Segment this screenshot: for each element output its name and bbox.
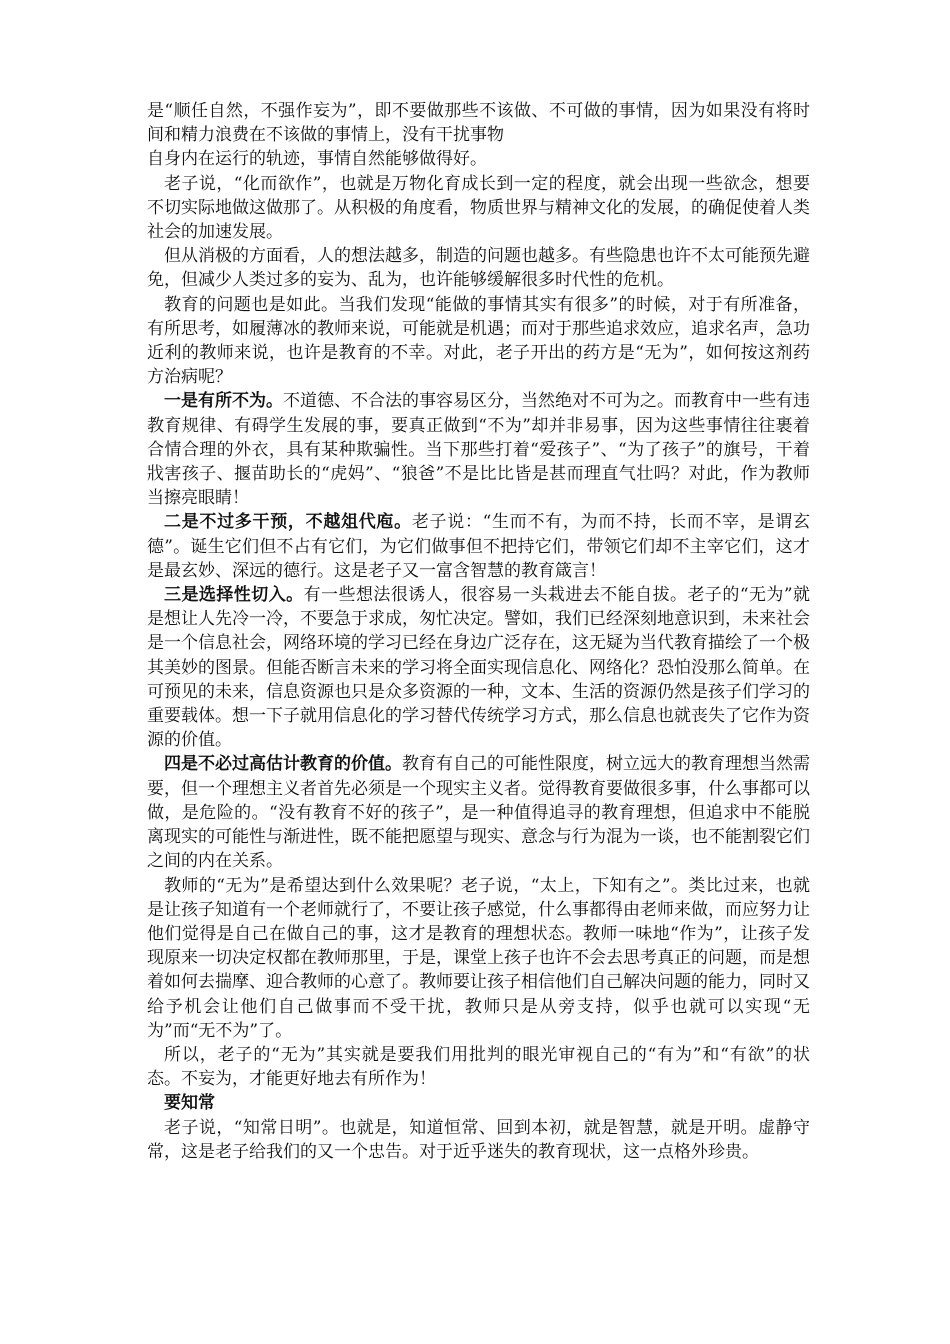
paragraph-2 [147,147,810,171]
paragraph-8 [147,583,810,752]
paragraph-10 [147,874,810,1043]
paragraph-text: 老子说：“生而不有，为而不持，长而不宰，是谓玄德”。诞生它们但不占有它们，为它们做事但不把持它们，带领它们却不主宰它们，这才是最玄妙、深远的德行。这是老子又一富含智慧的教育箴言！ [147,512,810,581]
paragraph-1 [147,99,810,147]
closing-paragraph: 老子说，“知常日明”。也就是，知道恒常、回到本初，就是智慧，就是开明。虚静守常，这是老子给我们的又一个忠告。对于近乎迷失的教育现状，这一点格外珍贵。 [147,1117,810,1162]
paragraph-9 [147,752,810,873]
section-heading: 要知常 [164,1093,215,1114]
paragraph-7 [147,510,810,583]
paragraph-text: 但从消极的方面看，人的想法越多，制造的问题也越多。有些隐患也许不太可能预先避免，但减少人类过多的妄为、乱为，也许能够缓解很多时代性的危机。 [147,246,810,291]
paragraph-text: 老子说，“化而欲作”，也就是万物化育成长到一定的程度，就会出现一些欲念，想要不切实际地做这做那了。从积极的角度看，物质世界与精神文化的发展，的确促使着人类社会的加速发展。 [147,173,810,243]
paragraph-lead: 二是不过多干预，不越俎代庖。 [164,512,412,533]
paragraph-text: 自身内在运行的轨迹，事情自然能够做得好。 [147,149,487,170]
paragraph-5 [147,293,810,390]
document-page [147,99,810,1164]
paragraph-text: 是“顺任自然，不强作妄为”，即不要做那些不该做、不可做的事情，因为如果没有将时间和精力浪费在不该做的事情上，没有干扰事物 [147,101,810,146]
paragraph-lead: 三是选择性切入。 [164,585,304,606]
paragraph-lead: 四是不必过高估计教育的价值。 [164,754,402,775]
paragraph-text: 教师的“无为”是希望达到什么效果呢？老子说，“太上，下知有之”。类比过来，也就是让孩子知道有一个老师就行了，不要让孩子感觉，什么事都得由老师来做，而应努力让他们觉得是自己在做自己的事，这才是教育的理想状态。教师一味地“作为”，让孩子发现原来一切决定权都在教师那里，于是，课堂上孩子也许不会去思考真正的问题，而是想着如何去揣摩、迎合教师的心意了。教师要让孩子相信他们自己解决问题的能力，同时又给予机会让他们自己做事而不受干扰，教师只是从旁支持，似乎也就可以实现“无为”而“无不为”了。 [147,875,810,1041]
paragraph-text: 不道德、不合法的事容易区分，当然绝对不可为之。而教育中一些有违教育规律、有碍学生发展的事，要真正做到“不为”却并非易事，因为这些事情往往裹着合情合理的外衣，具有某种欺骗性。当下那些打着“爱孩子”、“为了孩子”的旗号，干着戕害孩子、揠苗助长的“虎妈”、“狼爸”不是比比皆是甚而理直气壮吗？对此，作为教师当擦亮眼睛！ [147,391,810,509]
paragraph-6 [147,389,810,510]
paragraph-3 [147,172,810,245]
paragraph-text: 有一些想法很诱人，很容易一头栽进去不能自拔。老子的“无为”就是想让人先冷一冷，不要急于求成，匆忙决定。譬如，我们已经深刻地意识到，未来社会是一个信息社会，网络环境的学习已经在身边广泛存在，这无疑为当代教育描绘了一个极其美妙的图景。但能否断言未来的学习将全面实现信息化、网络化？恐怕没那么简单。在可预见的未来，信息资源也只是众多资源的一种，文本、生活的资源仍然是孩子们学习的重要载体。想一下子就用信息化的学习替代传统学习方式，那么信息也就丧失了它作为资源的价值。 [147,585,810,751]
paragraph-11 [147,1043,810,1091]
paragraph-text: 所以，老子的“无为”其实就是要我们用批判的眼光审视自己的“有为”和“有欲”的状态。不妄为，才能更好地去有所作为！ [147,1044,810,1090]
paragraph-4 [147,244,810,292]
paragraph-lead: 一是有所不为。 [164,391,283,412]
paragraph-text: 教育的问题也是如此。当我们发现“能做的事情其实有很多”的时候，对于有所准备，有所思考，如履薄冰的教师来说，可能就是机遇；而对于那些追求效应，追求名声，急功近利的教师来说，也许是教育的不幸。对此，老子开出的药方是“无为”，如何按这剂药方治病呢？ [147,294,810,388]
paragraph-text: 教育有自己的可能性限度，树立远大的教育理想当然需要，但一个理想主义者首先必须是一个现实主义者。觉得教育要做很多事，什么事都可以做，是危险的。“没有教育不好的孩子”，是一种值得追寻的教育理想，但追求中不能脱离现实的可能性与渐进性，既不能把愿望与现实、意念与行为混为一谈，也不能割裂它们之间的内在关系。 [147,754,810,872]
